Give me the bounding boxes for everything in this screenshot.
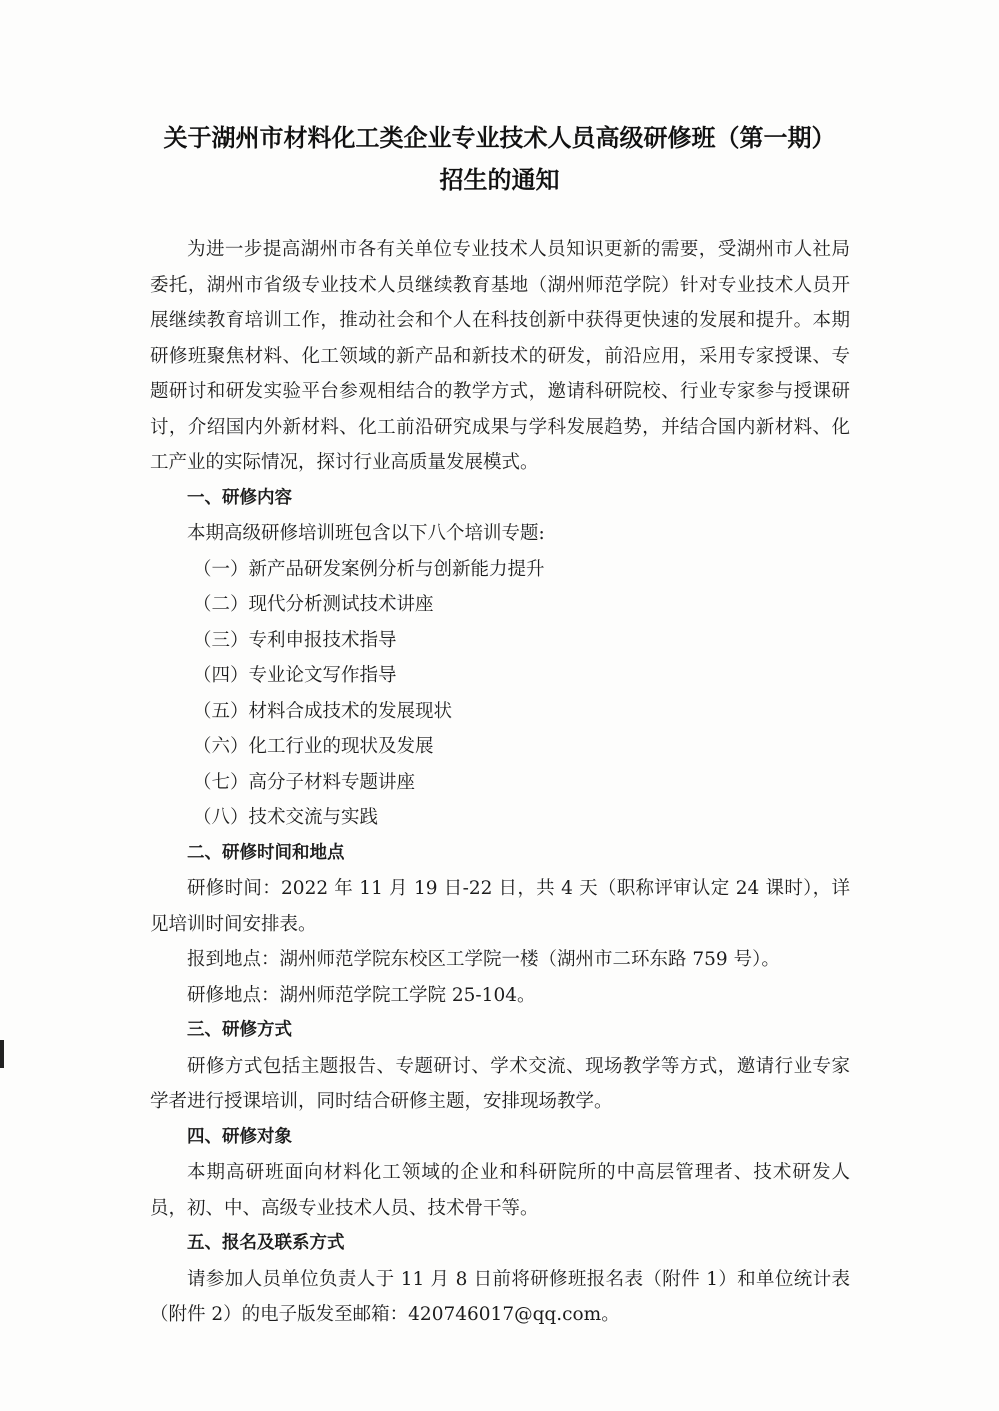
topic-item: （三）专利申报技术指导 xyxy=(193,629,397,651)
section-4-heading: 四、研修对象 xyxy=(187,1126,292,1147)
title-line-1: 关于湖州市材料化工类企业专业技术人员高级研修班（第一期） xyxy=(163,124,836,152)
training-venue: 研修地点：湖州师范学院工学院 25-104。 xyxy=(187,984,536,1006)
section-5-text: 请参加人员单位负责人于 11 月 8 日前将研修班报名表（附件 1）和单位统计表（附件 2）的电子版发至邮箱：420746017@qq.com。 xyxy=(150,1268,850,1325)
title-line-2: 招生的通知 xyxy=(439,166,560,194)
training-time: 研修时间：2022 年 11 月 19 日-22 日，共 4 天（职称评审认定 24 课时），详见培训时间安排表。 xyxy=(150,878,850,935)
section-5-heading: 五、报名及联系方式 xyxy=(187,1233,345,1253)
checkin-location: 报到地点：湖州师范学院东校区工学院一楼（湖州市二环东路 759 号）。 xyxy=(187,949,780,970)
scan-edge-mark xyxy=(0,1040,4,1068)
topic-item: （六）化工行业的现状及发展 xyxy=(193,736,434,757)
section-4-text: 本期高研班面向材料化工领域的企业和科研院所的中高层管理者、技术研发人员，初、中、高级专业技术人员、技术骨干等。 xyxy=(150,1162,850,1219)
section-3-text: 研修方式包括主题报告、专题研讨、学术交流、现场教学等方式，邀请行业专家学者进行授课培训，同时结合研修主题，安排现场教学。 xyxy=(150,1055,850,1112)
topic-item: （五）材料合成技术的发展现状 xyxy=(193,700,453,722)
section-1-heading: 一、研修内容 xyxy=(187,487,292,508)
section-2-heading: 二、研修时间和地点 xyxy=(187,842,345,863)
intro-paragraph: 为进一步提高湖州市各有关单位专业技术人员知识更新的需要，受湖州市人社局委托，湖州市省级专业技术人员继续教育基地（湖州师范学院）针对专业技术人员开展继续教育培训工作，推动社会和个人在科技创新中获得更快速的发展和提升。本期研修班聚焦材料、化工领域的新产品和新技术的研发，前沿应用，采用专家授课、专题研讨和研发实验平台参观相结合的教学方式，邀请科研院校、行业专家参与授课研讨，介绍国内外新材料、化工前沿研究成果与学科发展趋势，并结合国内新材料、化工产业的实际情况，探讨行业高质量发展模式。 xyxy=(150,239,850,473)
topic-item: （一）新产品研发案例分析与创新能力提升 xyxy=(193,558,545,580)
section-3-heading: 三、研修方式 xyxy=(187,1020,292,1040)
topic-item: （七）高分子材料专题讲座 xyxy=(193,771,416,793)
topic-item: （四）专业论文写作指导 xyxy=(193,665,397,686)
topic-item: （二）现代分析测试技术讲座 xyxy=(193,594,434,615)
document-body xyxy=(150,232,850,1333)
topic-item: （八）技术交流与实践 xyxy=(193,807,379,828)
section-1-lead: 本期高级研修培训班包含以下八个培训专题: xyxy=(187,523,545,544)
